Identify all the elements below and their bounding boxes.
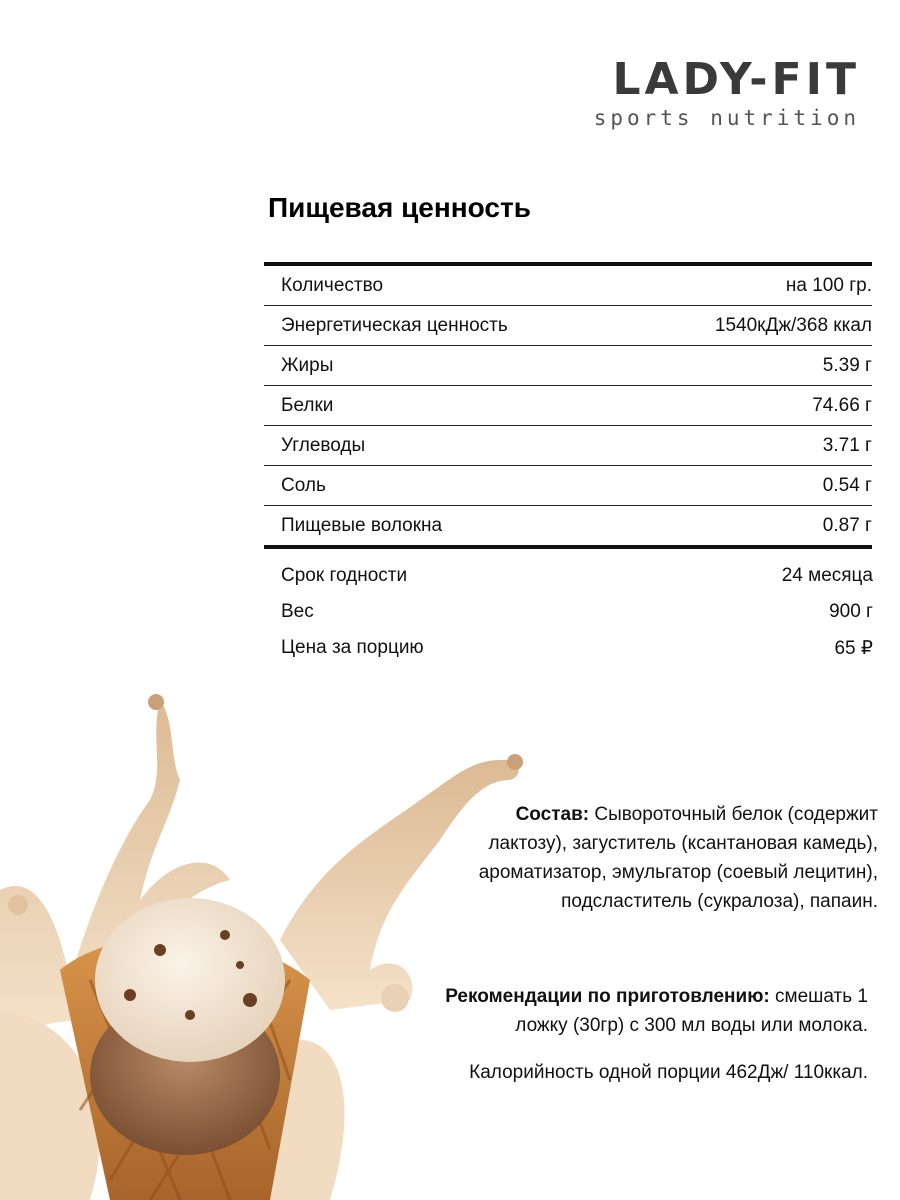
- row-label: Энергетическая ценность: [281, 314, 508, 336]
- info-label: Вес: [281, 601, 314, 622]
- composition-text: Сывороточный белок (содержит лактозу), загуститель (ксантановая камедь), ароматизатор, эмульгатор (соевый лецитин), подсластитель (сукралоза), папаин.: [478, 804, 878, 912]
- table-row: [264, 385, 872, 425]
- info-value: 900 г: [829, 601, 873, 622]
- calories-note: Калорийность одной порции 462Дж/ 110ккал.: [469, 1062, 868, 1083]
- logo-brand-right: FIT: [771, 54, 860, 105]
- info-value: 24 месяца: [781, 565, 873, 586]
- table-row: [264, 305, 872, 345]
- info-label: Цена за порцию: [281, 637, 424, 658]
- composition-heading: Состав:: [515, 804, 590, 825]
- info-row: [281, 630, 873, 666]
- row-value: 3.71 г: [822, 434, 872, 456]
- info-label: Срок годности: [281, 565, 408, 586]
- composition-block: [458, 800, 878, 916]
- row-value: 0.54 г: [822, 474, 872, 496]
- row-label: Белки: [281, 394, 334, 416]
- logo-brand-dash: -: [749, 54, 772, 105]
- info-row: [281, 594, 873, 630]
- recommendation-block: [428, 982, 868, 1040]
- logo-wordmark: [570, 54, 860, 105]
- row-label: Жиры: [281, 354, 334, 376]
- vanilla-scoop: [95, 898, 285, 1062]
- table-row: [264, 266, 872, 305]
- logo-tagline: sports nutrition: [593, 106, 860, 130]
- row-value: 1540кДж/368 ккал: [714, 314, 872, 336]
- info-value: 65 ₽: [834, 637, 873, 659]
- row-label: Пищевые волокна: [281, 514, 443, 536]
- brand-logo: [570, 54, 860, 130]
- row-value: на 100 гр.: [785, 274, 872, 296]
- logo-brand-left: LADY: [612, 54, 750, 105]
- table-row: [264, 465, 872, 505]
- row-value: 74.66 г: [812, 394, 872, 416]
- row-label: Углеводы: [281, 434, 366, 456]
- table-row: [264, 505, 872, 545]
- product-info: [281, 558, 873, 666]
- nutrition-table: [264, 262, 872, 549]
- recommendation-heading: Рекомендации по приготовлению:: [445, 986, 770, 1007]
- row-value: 5.39 г: [822, 354, 872, 376]
- table-row: [264, 425, 872, 465]
- table-row: [264, 345, 872, 385]
- row-value: 0.87 г: [822, 514, 872, 536]
- row-label: Соль: [281, 474, 326, 496]
- row-label: Количество: [281, 274, 384, 296]
- recommendation-text: смешать 1 ложку (30гр) с 300 мл воды или молока.: [515, 986, 868, 1036]
- page-title: Пищевая ценность: [268, 192, 531, 223]
- info-row: [281, 558, 873, 594]
- ice-cream-splash-illustration: [0, 680, 560, 1200]
